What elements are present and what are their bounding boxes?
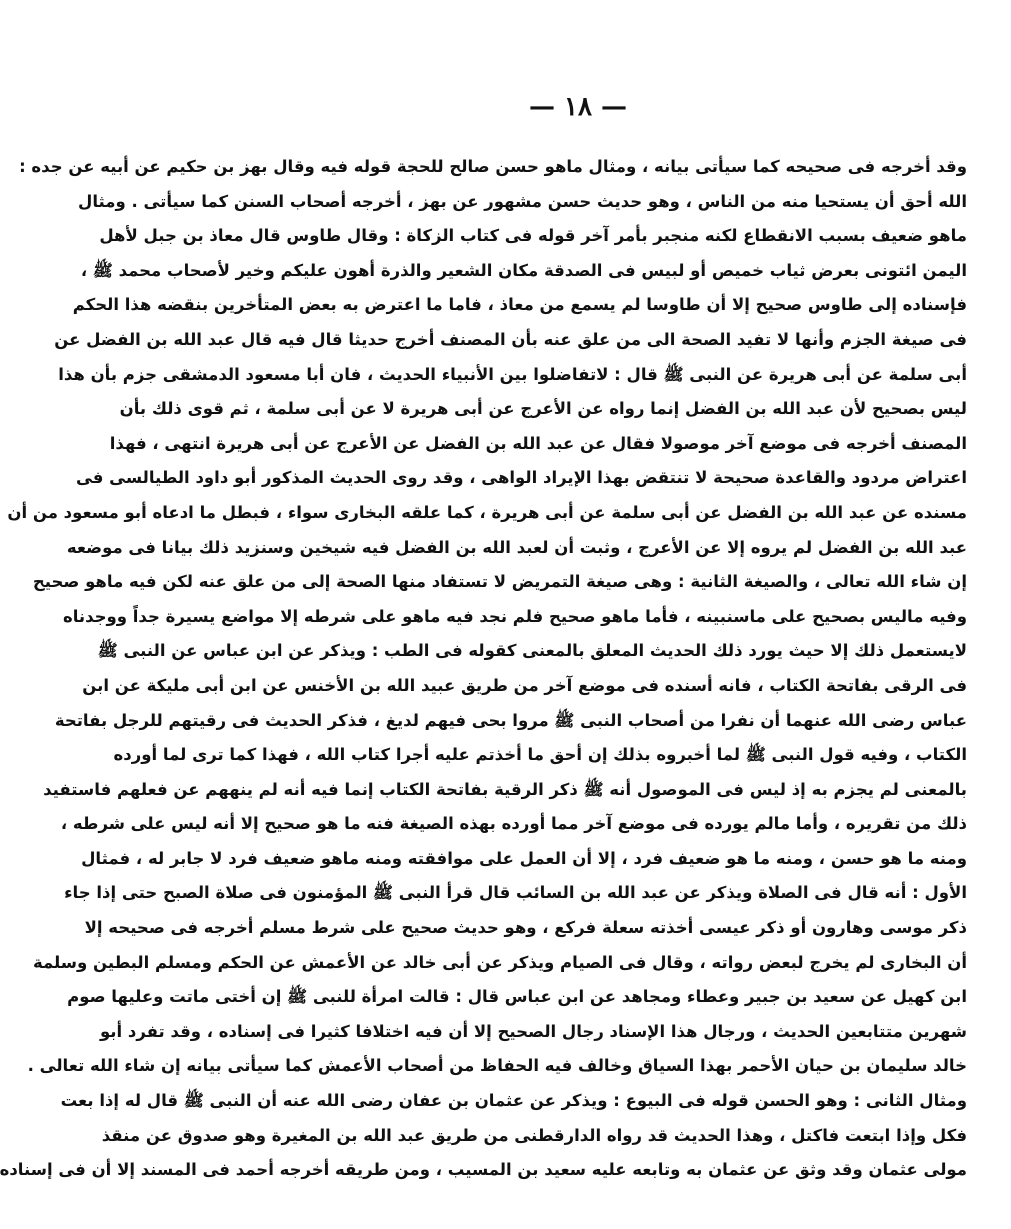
text-line: شهرين متتابعين الحديث ، ورجال هذا الإسناد رجال الصحيح إلا أن فيه اختلافا كثيرا فى إسناده ، وقد تفرد أبو [99,1021,967,1041]
text-line: فى صيغة الجزم وأنها لا تفيد الصحة الى من علق عنه بأن المصنف أخرج حديثا قال فيه قال عبد الله بن الفضل عن [54,329,967,349]
body-text [0,150,967,1188]
page-number: — ١٨ — [528,92,628,122]
text-line: أن البخارى لم يخرج لبعض رواته ، وقال فى الصيام ويذكر عن أبى خالد عن الأعمش عن الحكم ومسلم البطين وسلمة [32,952,967,972]
text-line: ليس بصحيح لأن عبد الله بن الفضل إنما رواه عن الأعرج عن أبى هريرة لا عن أبى سلمة ، ثم قوى ذلك بأن [119,399,967,419]
text-line: المصنف أخرجه فى موضع آخر موصولا فقال عن عبد الله بن الفضل عن الأعرج عن أبى هريرة انتهى ، فهذا [109,433,967,453]
text-line: الله أحق أن يستحيا منه من الناس ، وهو حديث حسن مشهور عن بهز ، أخرجه أصحاب السنن كما سيأتى . ومثال [78,191,967,211]
text-line: خالد سليمان بن حيان الأحمر بهذا السياق وخالف فيه الحفاظ من أصحاب الأعمش كما سيأتى بيانه إن شاء الله تعالى . [27,1056,967,1076]
text-line: عباس رضى الله عنهما أن نفرا من أصحاب النبى ﷺ مروا بحى فيهم لديغ ، فذكر الحديث فى رقيتهم للرجل بفاتحة [54,710,967,730]
text-line: إن شاء الله تعالى ، والصيغة الثانية : وهى صيغة التمريض لا تستفاد منها الصحة إلى من علق عنه لكن فيه ماهو صحيح [32,572,967,592]
text-line: مسنده عن عبد الله بن الفضل عن أبى سلمة عن أبى هريرة ، كما علقه البخارى سواء ، فبطل ما ادعاه أبو مسعود من أن [7,502,967,522]
text-line: وقد أخرجه فى صحيحه كما سيأتى بيانه ، ومثال ماهو حسن صالح للحجة قوله فيه وقال بهز بن حكيم عن أبيه عن جده : [19,157,967,176]
text-line: اليمن ائتونى بعرض ثياب خميص أو لبيس فى الصدقة مكان الشعير والذرة أهون عليكم وخير لأصحاب محمد ﷺ ، [80,260,967,280]
text-line: فإسناده إلى طاوس صحيح إلا أن طاوسا لم يسمع من معاذ ، فاما ما اعترض به بعض المتأخرين بنقضه هذا الحكم [72,295,967,315]
text-line: الكتاب ، وفيه قول النبى ﷺ لما أخبروه بذلك إن أحق ما أخذتم عليه أجرا كتاب الله ، فهذا كما ترى لما أورده [113,745,967,765]
text-line: ذلك من تقريره ، وأما مالم يورده فى موضع آخر مما أورده بهذه الصيغة فنه ما هو صحيح إلا أنه ليس على شرطه ، [60,814,967,834]
text-line: الأول : أنه قال فى الصلاة ويذكر عن عبد الله بن السائب قال قرأ النبى ﷺ المؤمنون فى صلاة الصبح حتى إذا جاء [64,883,967,903]
text-line: لايستعمل ذلك إلا حيث يورد ذلك الحديث المعلق بالمعنى كقوله فى الطب : ويذكر عن ابن عباس عن النبى ﷺ [97,641,967,661]
text-line: عبد الله بن الفضل لم يروه إلا عن الأعرج ، وثبت أن لعبد الله بن الفضل فيه شيخين وسنزيد ذلك بيانا فى موضعه [66,537,967,557]
text-line: أبى سلمة عن أبى هريرة عن النبى ﷺ قال : لاتفاضلوا بين الأنبياء الحديث ، فان أبا مسعود الدمشقى جزم بأن هذا [58,364,967,384]
text-line: ومثال الثانى : وهو الحسن قوله فى البيوع : ويذكر عن عثمان بن عفان رضى الله عنه أن النبى ﷺ قال له إذا بعت [60,1091,967,1111]
text-line: بالمعنى لم يجزم به إذ ليس فى الموصول أنه ﷺ ذكر الرقية بفاتحة الكتاب إنما فيه أنه لم ينههم عن فعلهم فاستفيد [43,779,967,799]
text-line: فكل وإذا ابتعت فاكتل ، وهذا الحديث قد رواه الدارقطنى من طريق عبد الله بن المغيرة وهو صدوق عن منقذ [101,1125,967,1145]
text-line: فى الرقى بفاتحة الكتاب ، فانه أسنده فى موضع آخر من طريق عبيد الله بن الأخنس عن ابن أبى مليكة عن ابن [82,675,967,695]
text-line: اعتراض مردود والقاعدة صحيحة لا تنتقض بهذا الإيراد الواهى ، وقد روى الحديث المذكور أبو داود الطيالسى فى [75,468,967,488]
text-line: ذكر موسى وهارون أو ذكر عيسى أخذته سعلة فركع ، وهو حديث صحيح على شرط مسلم أخرجه فى صحيحه إلا [84,918,967,938]
text-line: ماهو ضعيف بسبب الانقطاع لكنه منجبر بأمر آخر قوله فى كتاب الزكاة : وقال طاوس قال معاذ بن جبل لأهل [99,226,967,246]
text-line: وفيه ماليس بصحيح على ماسنبينه ، فأما ماهو صحيح فلم نجد فيه ماهو على شرطه إلا مواضع يسيرة جداً ووجدناه [62,606,967,626]
text-line: مولى عثمان وقد وثق عن عثمان به وتابعه عليه سعيد بن المسيب ، ومن طريقه أخرجه أحمد فى المسند إلا أن فى إسناده [0,1160,967,1180]
text-line: ومنه ما هو حسن ، ومنه ما هو ضعيف فرد ، إلا أن العمل على موافقته ومنه ماهو ضعيف فرد لا جابر له ، فمثال [81,848,967,868]
text-line: ابن كهيل عن سعيد بن جبير وعطاء ومجاهد عن ابن عباس قال : قالت امرأة للنبى ﷺ إن أختى ماتت وعليها صوم [67,987,967,1007]
